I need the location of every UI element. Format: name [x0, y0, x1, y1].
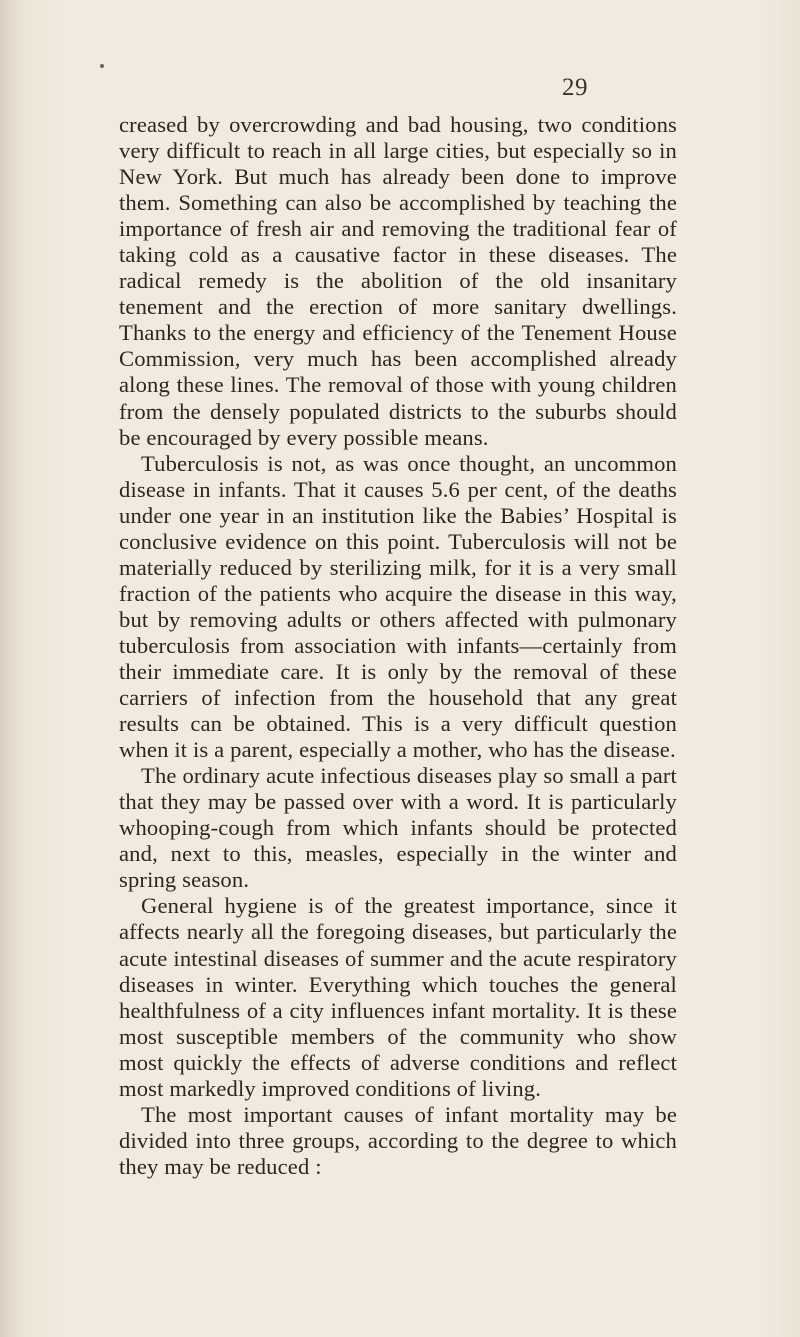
paragraph-housing: creased by overcrowding and bad housing, two conditions very difficult to reach in all large cities, but especially so in New York. But much has already been done to improve them. Something can also be accomplished by teaching the importance of fresh air and removing the traditional fear of taking cold as a causative factor in these diseases. The radical remedy is the abolition of the old insanitary tenement and the erection of more sanitary dwellings. Thanks to the energy and efficiency of the Tenement House Commission, very much has been accomplished already along these lines. The removal of those with young children from the densely populated districts to the suburbs should be encouraged by every possible means. [119, 112, 677, 450]
page-number: 29 [562, 74, 588, 101]
paragraph-tuberculosis: Tuberculosis is not, as was once thought, an uncommon disease in infants. That it causes 5.6 per cent, of the deaths under one year in an institution like the Babies’ Hospital is conclusive evidence on this point. Tuberculosis will not be materially reduced by sterilizing milk, for it is a very small fraction of the patients who acquire the disease in this way, but by removing adults or others affected with pulmonary tuberculosis from association with infants—certainly from their immediate care. It is only by the removal of these carriers of infection from the household that any great results can be obtained. This is a very difficult question when it is a parent, especially a mother, who has the disease. [119, 450, 677, 763]
paragraph-causes: The most important causes of infant mortality may be divided into three groups, according to the degree to which they may be reduced : [119, 1101, 677, 1179]
body-text [119, 112, 677, 1180]
ink-dot [100, 64, 104, 68]
paragraph-infectious-diseases: The ordinary acute infectious diseases play so small a part that they may be passed over with a word. It is particularly whooping-cough from which infants should be protected and, next to this, measles, especially in the winter and spring season. [119, 763, 677, 893]
paragraph-general-hygiene: General hygiene is of the greatest importance, since it affects nearly all the foregoing diseases, but particularly the acute intestinal diseases of summer and the acute respiratory diseases in winter. Everything which touches the general healthfulness of a city influences infant mortality. It is these most susceptible members of the community who show most quickly the effects of adverse conditions and reflect most markedly improved conditions of living. [119, 893, 677, 1101]
